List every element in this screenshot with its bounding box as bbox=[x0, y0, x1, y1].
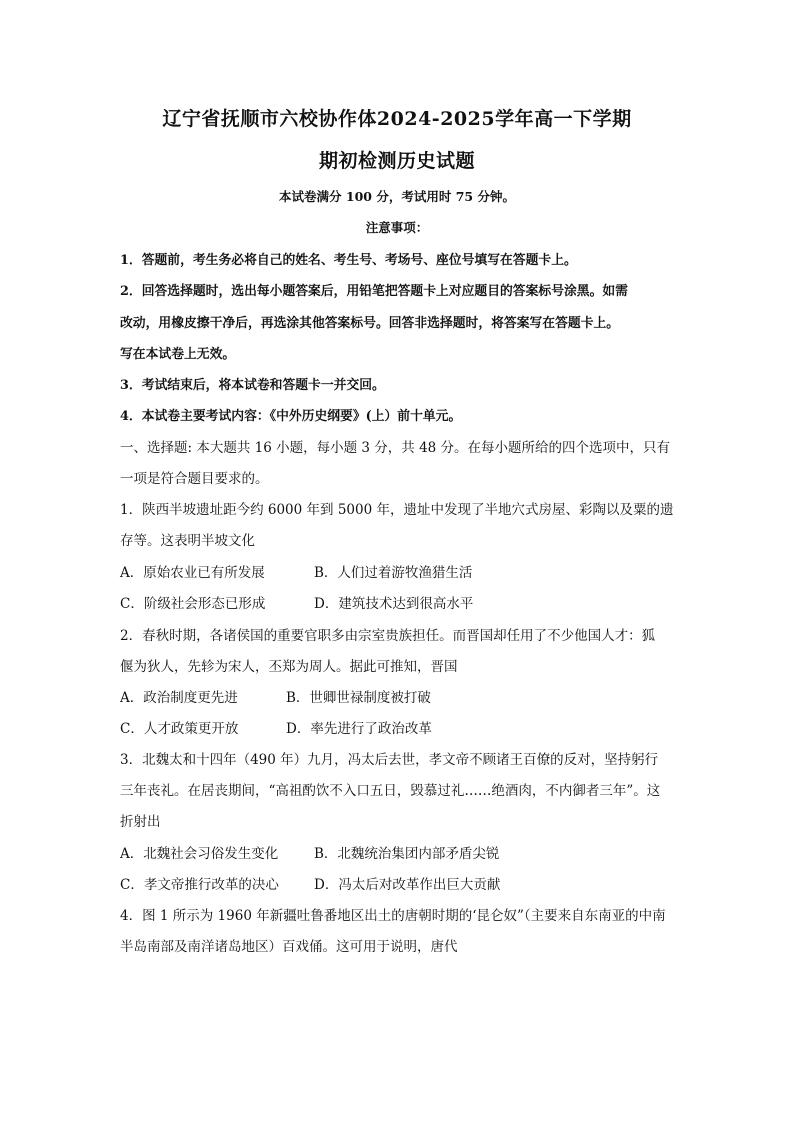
question-stem: 3．北魏太和十四年（490 年）九月，冯太后去世，孝文帝不顾诸王百僚的反对，坚持躬行 bbox=[120, 752, 659, 768]
option-d: D．建筑技术达到很高水平 bbox=[314, 596, 474, 612]
notice-item: 改动，用橡皮擦干净后，再选涂其他答案标号。回答非选择题时，将答案写在答题卡上。 bbox=[120, 316, 620, 331]
section-intro: 一、选择题: 本大题共 16 小题，每小题 3 分，共 48 分。在每小题所给的四个选项中，只有 bbox=[120, 440, 671, 456]
question-stem: 4．图 1 所示为 1960 年新疆吐鲁番地区出土的唐朝时期的‘昆仑奴”（主要来自东南亚的中南 bbox=[120, 908, 666, 924]
option-d: D．冯太后对改革作出巨大贡献 bbox=[314, 877, 501, 893]
option-b: B．北魏统治集团内部矛盾尖锐 bbox=[314, 846, 500, 862]
notice-item: 1．答题前，考生务必将自己的姓名、考生号、考场号、座位号填写在答题卡上。 bbox=[120, 253, 577, 268]
option-b: B．世卿世禄制度被打破 bbox=[286, 690, 431, 706]
question-stem: 存等。这表明半坡文化 bbox=[120, 533, 255, 549]
document-title-line1: 辽宁省抚顺市六校协作体2024-2025学年高一下学期 bbox=[162, 108, 632, 130]
option-b: B．人们过着游牧渔猎生活 bbox=[314, 565, 473, 581]
option-c: C．人才政策更开放 bbox=[120, 721, 239, 737]
section-intro: 一项是符合题目要求的。 bbox=[120, 471, 269, 487]
notice-item: 4．本试卷主要考试内容：《中外历史纲要》(上）前十单元。 bbox=[120, 409, 462, 424]
option-c: C．阶级社会形态已形成 bbox=[120, 596, 266, 612]
option-c: C．孝文帝推行改革的决心 bbox=[120, 877, 279, 893]
option-a: A．原始农业已有所发展 bbox=[120, 565, 265, 581]
option-a: A．北魏社会习俗发生变化 bbox=[120, 846, 279, 862]
notice-item: 2．回答选择题时，选出每小题答案后，用铅笔把答题卡上对应题目的答案标号涂黑。如需 bbox=[120, 284, 628, 299]
question-stem: 折射出 bbox=[120, 814, 161, 830]
exam-info: 本试卷满分 100 分，考试用时 75 分钟。 bbox=[279, 189, 515, 204]
question-stem: 1．陕西半坡遗址距今约 6000 年到 5000 年，遗址中发现了半地穴式房屋、彩陶以及粟的遗 bbox=[120, 502, 674, 518]
notice-heading: 注意事项： bbox=[365, 220, 429, 235]
question-stem: 偃为狄人，先轸为宋人，丕郑为周人。据此可推知，晋国 bbox=[120, 659, 458, 675]
notice-item: 3．考试结束后，将本试卷和答题卡一并交回。 bbox=[120, 378, 385, 393]
document-title-line2: 期初检测历史试题 bbox=[318, 150, 475, 172]
question-stem: 2．春秋时期，各诸侯国的重要官职多由宗室贵族担任。而晋国却任用了不少他国人才：狐 bbox=[120, 628, 656, 644]
option-d: D．率先进行了政治改革 bbox=[286, 721, 432, 737]
option-a: A．政治制度更先进 bbox=[120, 690, 238, 706]
question-stem: 三年丧礼。在居丧期间，“高祖酌饮不入口五日，毁慕过礼……绝酒肉，不内御者三年”。这 bbox=[120, 783, 661, 799]
question-stem: 半岛南部及南洋诸岛地区）百戏俑。这可用于说明，唐代 bbox=[120, 939, 458, 955]
notice-item: 写在本试卷上无效。 bbox=[120, 347, 236, 362]
